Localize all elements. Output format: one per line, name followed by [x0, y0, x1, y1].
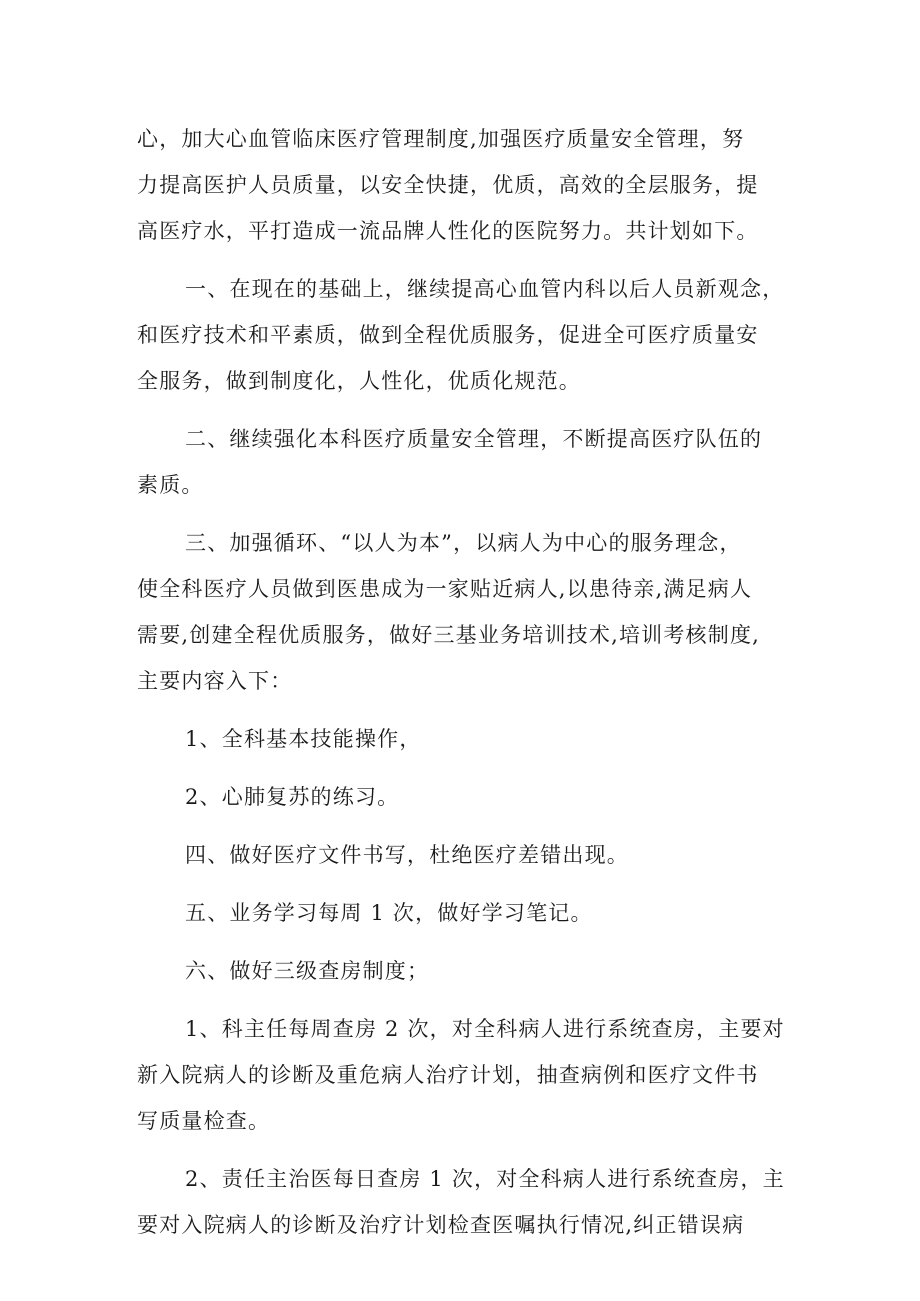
paragraph-gap: [137, 936, 797, 948]
document-body: [137, 116, 797, 1248]
paragraph: [137, 948, 797, 994]
text-line: 心，加大心血管临床医疗管理制度,加强医疗质量安全管理，努: [137, 127, 745, 151]
text-line: 四、做好医疗文件书写，杜绝医疗差错出现。: [185, 843, 629, 867]
text-line: 2、责任主治医每日查房 1 次，对全科病人进行系统查房，主: [185, 1167, 785, 1191]
text-line: 1、科主任每周查房 2 次，对全科病人进行系统查房，主要对: [185, 1017, 785, 1041]
text-line: 二、继续强化本科医疗质量安全管理，不断提高医疗队伍的: [185, 427, 763, 451]
paragraph: [137, 116, 797, 254]
paragraph: [137, 1156, 797, 1248]
paragraph: [137, 716, 797, 762]
paragraph-gap: [137, 404, 797, 416]
text-line: 六、做好三级查房制度；: [185, 959, 430, 983]
paragraph-gap: [137, 704, 797, 716]
paragraph: [137, 774, 797, 820]
text-line: 新入院病人的诊断及重危病人治疗计划，抽查病例和医疗文件书: [137, 1063, 759, 1087]
paragraph: [137, 832, 797, 878]
text-line: 全服务，做到制度化，人性化，优质化规范。: [137, 369, 581, 393]
text-line: 写质量检查。: [137, 1109, 271, 1133]
paragraph-gap: [137, 820, 797, 832]
paragraph-gap: [137, 878, 797, 890]
paragraph: [137, 1006, 797, 1144]
text-line: 三、加强循环、“以人为本”，以病人为中心的服务理念，: [185, 531, 742, 555]
text-line: 主要内容入下：: [137, 669, 293, 693]
text-line: 1、全科基本技能操作，: [185, 727, 422, 751]
text-line: 2、心肺复苏的练习。: [185, 785, 400, 809]
text-line: 要对入院病人的诊断及治疗计划检查医嘱执行情况,纠正错误病: [137, 1213, 745, 1237]
text-line: 使全科医疗人员做到医患成为一家贴近病人,以患待亲,满足病人: [137, 577, 753, 601]
paragraph: [137, 520, 797, 704]
paragraph-gap: [137, 1144, 797, 1156]
paragraph: [137, 416, 797, 508]
paragraph-gap: [137, 762, 797, 774]
paragraph-gap: [137, 508, 797, 520]
text-line: 高医疗水，平打造成一流品牌人性化的医院努力。共计划如下。: [137, 219, 759, 243]
text-line: 和医疗技术和平素质，做到全程优质服务，促进全可医疗质量安: [137, 323, 759, 347]
paragraph: [137, 890, 797, 936]
text-line: 力提高医护人员质量，以安全快捷，优质，高效的全层服务，提: [137, 173, 759, 197]
paragraph: [137, 266, 797, 404]
text-line: 需要,创建全程优质服务，做好三基业务培训技术,培训考核制度,: [137, 623, 761, 647]
text-line: 素质。: [137, 473, 204, 497]
text-line: 五、业务学习每周 1 次，做好学习笔记。: [185, 901, 593, 925]
paragraph-gap: [137, 994, 797, 1006]
text-line: 一、在现在的基础上，继续提高心血管内科以后人员新观念，: [185, 277, 785, 301]
paragraph-gap: [137, 254, 797, 266]
